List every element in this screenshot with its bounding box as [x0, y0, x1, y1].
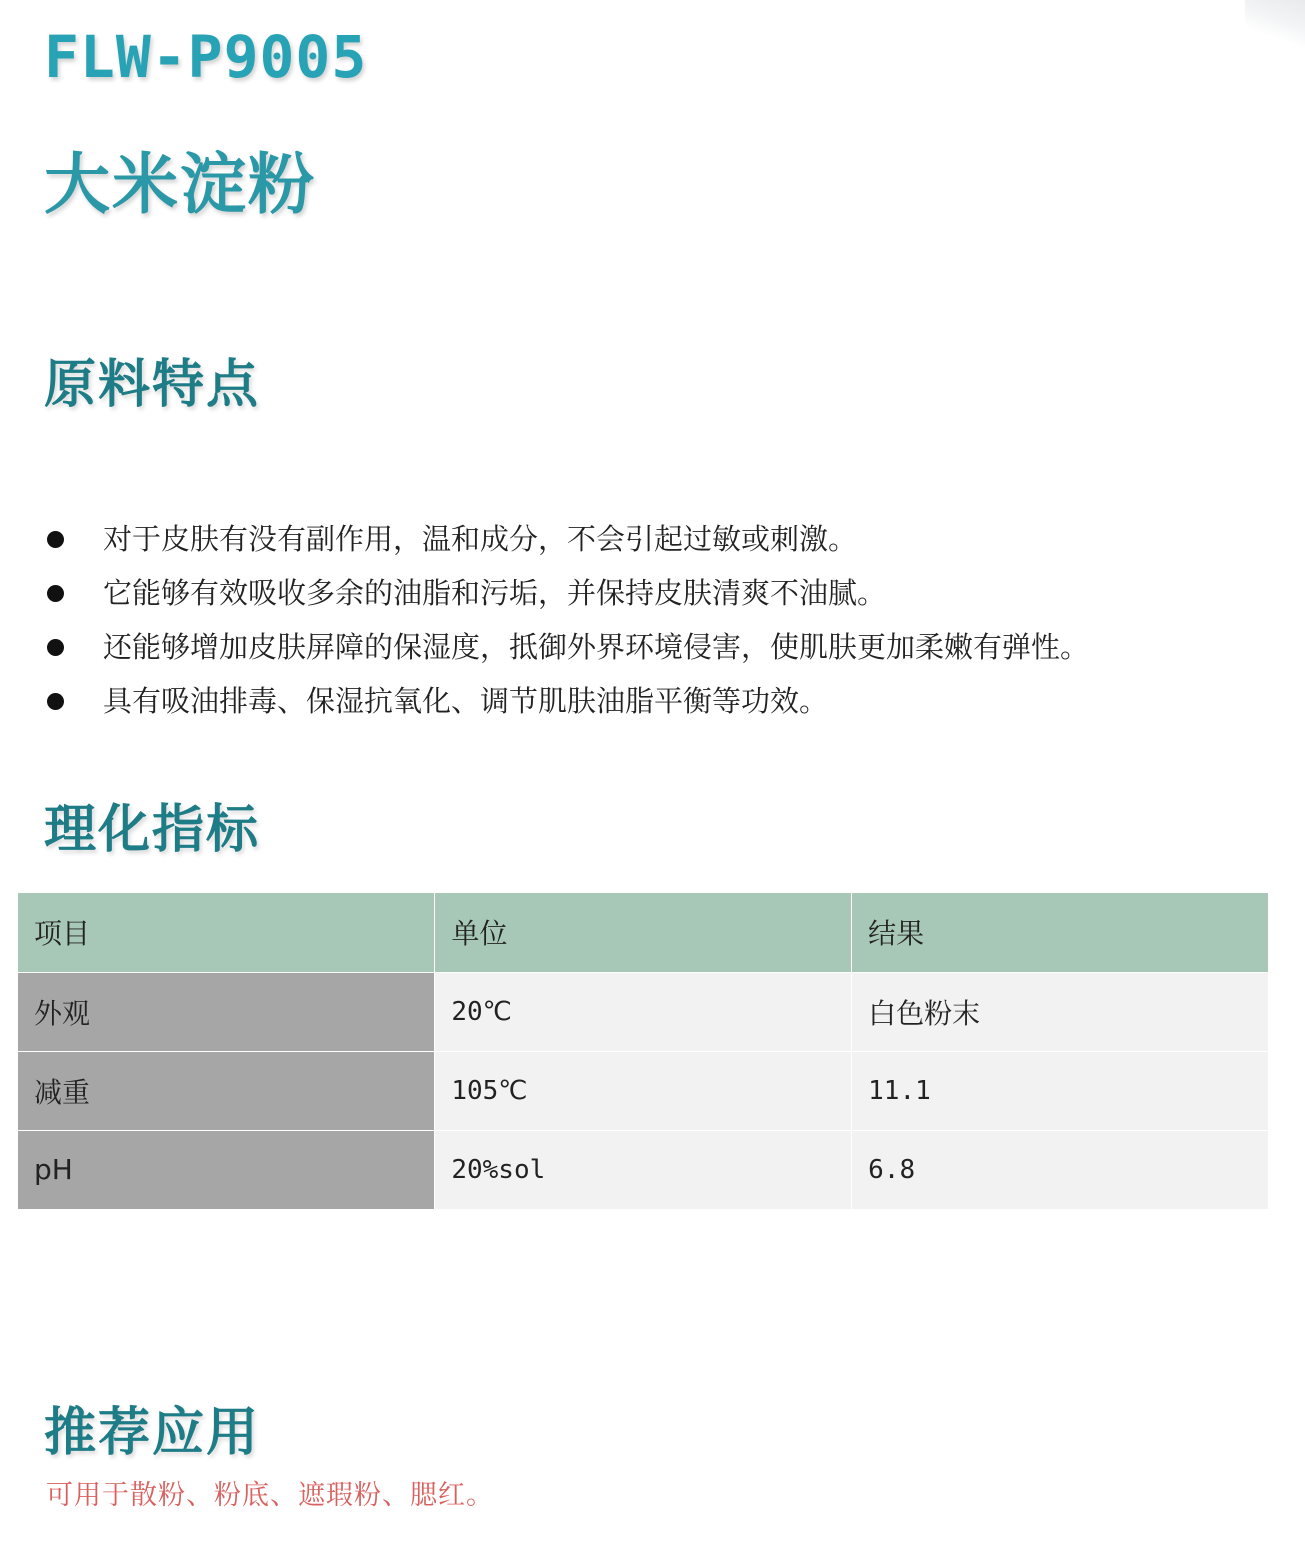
- product-name: 大米淀粉: [44, 146, 316, 223]
- features-section-title: 原料特点: [44, 355, 261, 415]
- header-result: 结果: [852, 893, 1269, 972]
- bullet-icon: [47, 531, 64, 548]
- specs-section-title: 理化指标: [44, 800, 261, 860]
- row-unit: 20℃: [435, 972, 852, 1051]
- row-unit: 20%sol: [435, 1130, 852, 1209]
- bullet-icon: [47, 693, 64, 710]
- product-code: FLW-P9005: [44, 23, 368, 91]
- row-result: 白色粉末: [852, 972, 1269, 1051]
- feature-item: [44, 512, 1089, 566]
- table-row: [18, 1051, 1269, 1130]
- feature-text: 具有吸油排毒、保湿抗氧化、调节肌肤油脂平衡等功效。: [103, 684, 829, 718]
- feature-item: [44, 674, 1089, 728]
- row-item: pH: [18, 1130, 435, 1209]
- table-row: [18, 1130, 1269, 1209]
- applications-section-title: 推荐应用: [44, 1403, 261, 1463]
- feature-text: 对于皮肤有没有副作用，温和成分，不会引起过敏或刺激。: [103, 522, 858, 556]
- corner-shade: [1245, 0, 1305, 60]
- feature-text: 还能够增加皮肤屏障的保湿度，抵御外界环境侵害，使肌肤更加柔嫩有弹性。: [103, 630, 1090, 664]
- row-result: 6.8: [852, 1130, 1269, 1209]
- applications-text: 可用于散粉、粉底、遮瑕粉、腮红。: [46, 1480, 494, 1511]
- bullet-icon: [47, 639, 64, 656]
- row-item: 外观: [18, 972, 435, 1051]
- features-list: [44, 512, 1089, 728]
- row-result: 11.1: [852, 1051, 1269, 1130]
- table-header-row: [18, 893, 1269, 972]
- header-item: 项目: [18, 893, 435, 972]
- row-unit: 105℃: [435, 1051, 852, 1130]
- row-item: 减重: [18, 1051, 435, 1130]
- header-unit: 单位: [435, 893, 852, 972]
- feature-item: [44, 620, 1089, 674]
- feature-item: [44, 566, 1089, 620]
- bullet-icon: [47, 585, 64, 602]
- table-row: [18, 972, 1269, 1051]
- feature-text: 它能够有效吸收多余的油脂和污垢，并保持皮肤清爽不油腻。: [103, 576, 887, 610]
- spec-table: [18, 893, 1269, 1210]
